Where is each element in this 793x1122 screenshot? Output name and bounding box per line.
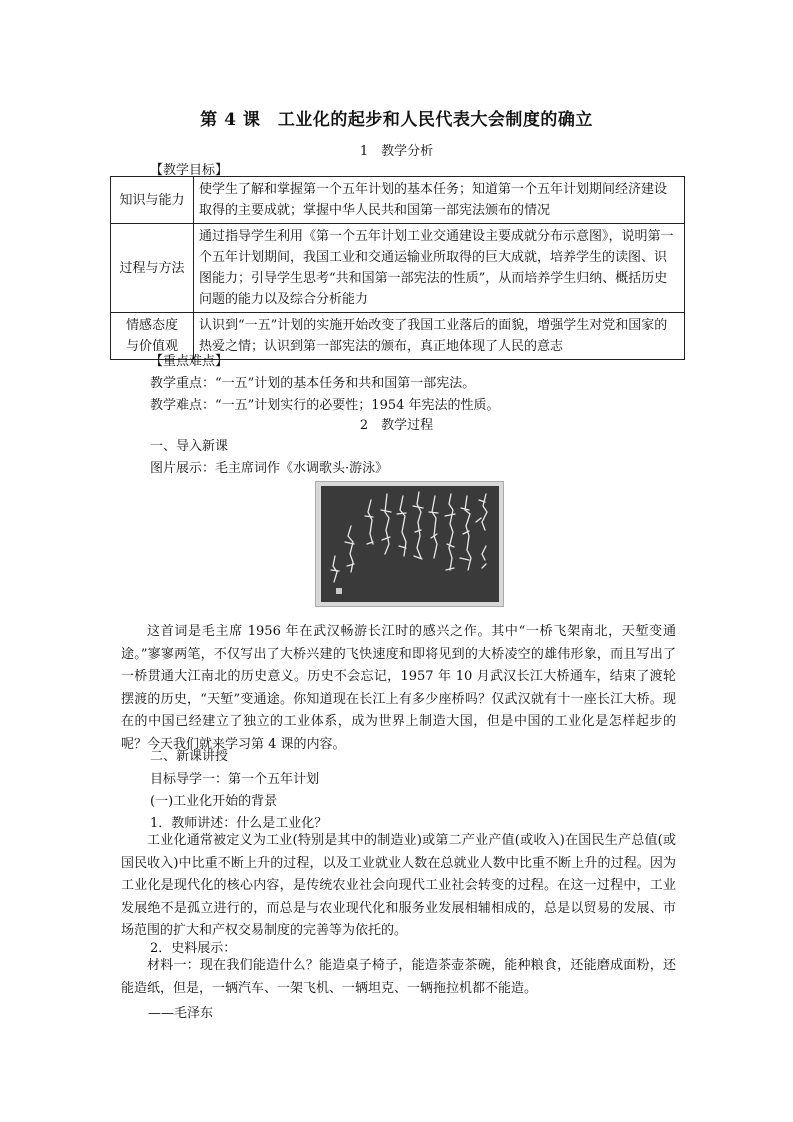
teacher-question: 1．教师讲述：什么是工业化？	[150, 816, 328, 831]
background-subheading: (一)工业化开始的背景	[150, 794, 278, 809]
picture-caption: 图片展示：毛主席词作《水调歌头·游泳》	[150, 461, 389, 476]
teaching-objectives-table	[110, 176, 685, 360]
history-materials-heading: 2．史料展示：	[150, 941, 237, 956]
objective-label: 过程与方法	[111, 224, 194, 313]
material-source: ——毛泽东	[148, 1006, 214, 1021]
lesson-title: 第 4 课 工业化的起步和人民代表大会制度的确立	[200, 110, 593, 130]
difficult-point: 教学难点：“一五”计划实行的必要性；1954 年宪法的性质。	[150, 398, 500, 413]
industrialization-paragraph: 工业化通常被定义为工业(特别是其中的制造业)或第二产业产值(或收入)在国民生产总值(或国民收入)中比重不断上升的过程，以及工业就业人数在总就业人数中比重不断上升的过程。因为工业化是现代化的核心内容，是传统农业社会向现代工业社会转变的过程。在这一过程中，工业发展绝不是孤立进行的，而总是与农业现代化和服务业发展相辅相成的，总是以贸易的发展、市场范围的扩大和产权交易制度的完善等为依托的。	[121, 833, 676, 938]
key-point: 教学重点：“一五”计划的基本任务和共和国第一部宪法。	[150, 376, 476, 391]
objective-text: 通过指导学生利用《第一个五年计划工业交通建设主要成就分布示意图》，说明第一个五年计划期间，我国工业和交通运输业所取得的巨大成就，培养学生的读图、识图能力；引导学生思考“共和国第一部宪法的性质”，从而培养学生归纳、概括历史问题的能力以及综合分析能力	[194, 224, 685, 313]
intro-heading: 一、导入新课	[150, 439, 229, 454]
objective-text: 使学生了解和掌握第一个五年计划的基本任务；知道第一个五年计划期间经济建设取得的主要成就；掌握中华人民共和国第一部宪法颁布的情况	[194, 177, 685, 224]
objective-row	[111, 224, 685, 313]
goal-one: 目标导学一：第一个五年计划	[150, 772, 320, 787]
new-lesson-heading: 二、新课讲授	[150, 749, 229, 764]
objective-text: 认识到“一五”计划的实施开始改变了我国工业落后的面貌，增强学生对党和国家的热爱之情；认识到第一部宪法的颁布，真正地体现了人民的意志	[194, 313, 685, 360]
calligraphy-image	[315, 481, 504, 607]
section-teaching-analysis: 1 教学分析	[359, 144, 434, 159]
material-one: 材料一：现在我们能造什么？能造桌子椅子，能造茶壶茶碗，能种粮食，还能磨成面粉，还能造纸，但是，一辆汽车、一架飞机、一辆坦克、一辆拖拉机都不能造。	[121, 958, 676, 996]
intro-paragraph: 这首词是毛主席 1956 年在武汉畅游长江时的感兴之作。其中“一桥飞架南北，天堑变通途。”寥寥两笔，不仅写出了大桥兴建的飞快速度和即将见到的大桥凌空的雄伟形象，而且写出了一桥贯通大江南北的历史意义。历史不会忘记，1957 年 10 月武汉长江大桥通车，结束了渡轮摆渡的历史，“天堑”变通途。你知道现在长江上有多少座桥吗？仅武汉就有十一座长江大桥。现在的中国已经建立了独立的工业体系，成为世界上制造大国，但是中国的工业化是怎样起步的呢？今天我们就来学习第 4 课的内容。	[121, 624, 676, 752]
section-teaching-process: 2 教学过程	[359, 418, 434, 433]
objectives-heading: 【教学目标】	[150, 163, 229, 178]
objective-label: 知识与能力	[111, 177, 194, 224]
objective-row	[111, 177, 685, 224]
calligraphy-artwork	[321, 486, 499, 602]
objective-label: 情感态度 与价值观	[111, 313, 194, 360]
keypoints-heading: 【重点难点】	[150, 354, 229, 369]
